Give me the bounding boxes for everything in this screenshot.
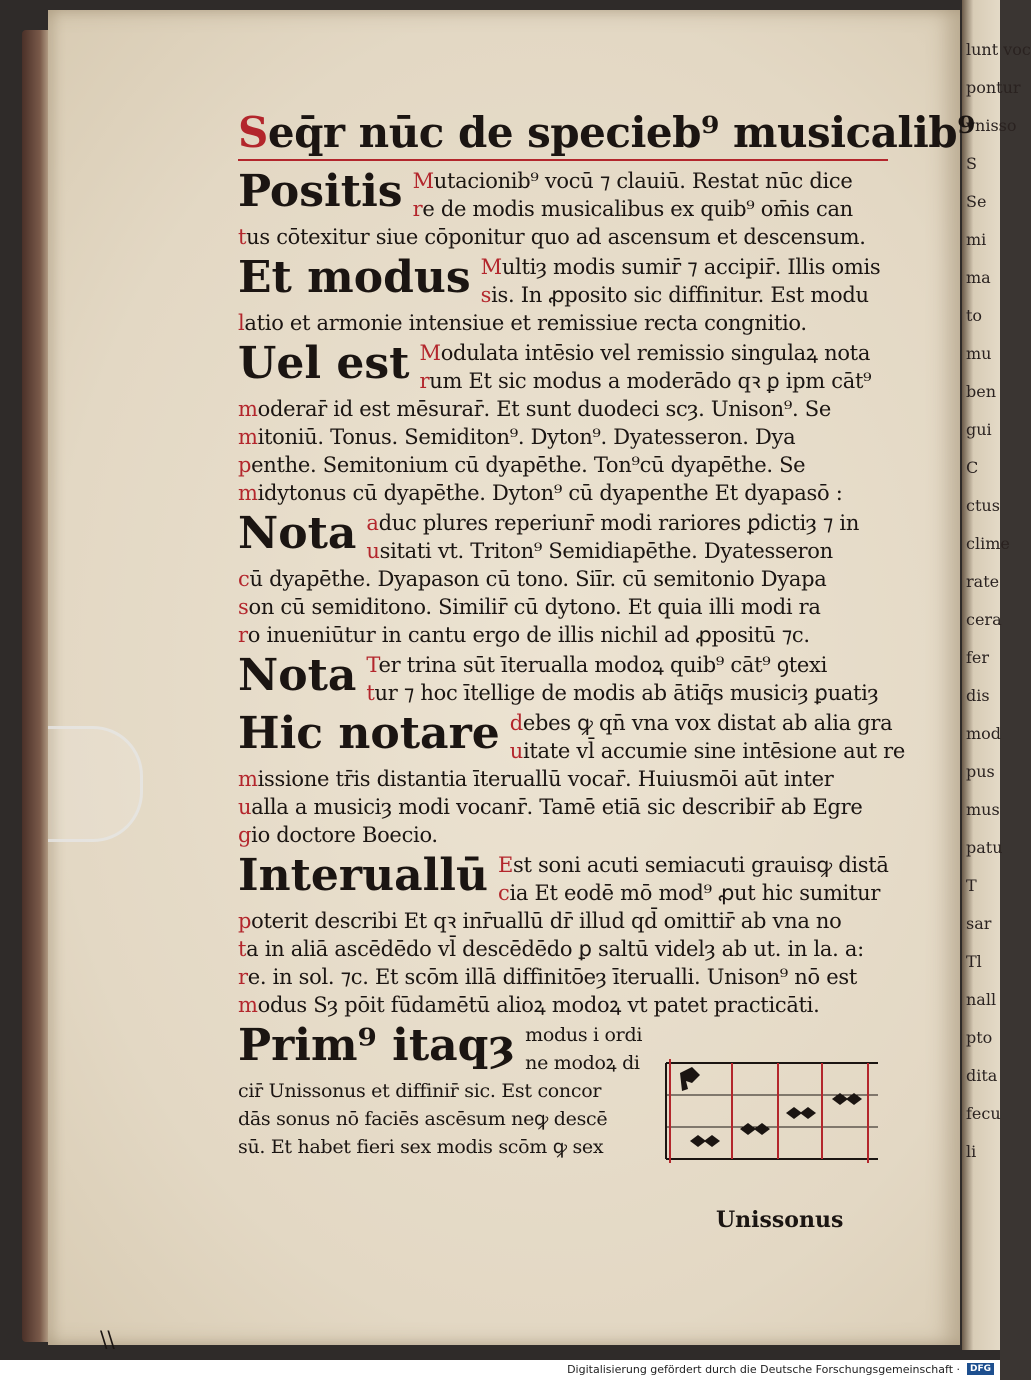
text-line: Modulata intēsio vel remissio singulaꝝ nota (419, 341, 871, 365)
facing-page-fragment: dita (966, 1066, 998, 1085)
paragraph-incipit: Interuallū (238, 850, 488, 901)
text-line: Multiȝ modis sumir̄ ⁊ accipir̄. Illis omis (480, 255, 881, 279)
text-line: debes ꝙ qn̄ vna vox distat ab alia gra (509, 711, 893, 735)
facing-page-fragment: pus (966, 762, 995, 781)
text-line: modus i ordi (525, 1024, 643, 1046)
facing-page-fragment: mod (966, 724, 1002, 743)
facing-page-fragment: nall (966, 990, 997, 1009)
facing-page-fragment: S (966, 154, 977, 173)
paragraph-incipit: Et modus (238, 252, 471, 303)
facing-page-fragment: lunt voc (966, 40, 1031, 59)
staff-caption: Unissonus (716, 1207, 844, 1233)
text-line: re. in sol. ⁊c. Et scōm illā diffinitōeȝ īterualli. Unison⁹ nō est (238, 965, 857, 989)
facing-page-fragment: Se (966, 192, 987, 211)
text-line: cū dyapēthe. Dyapason cū tono. Siīr. cū semitonio Dyapa (238, 567, 827, 591)
text-line: ne modoꝝ di (525, 1052, 640, 1074)
heading-initial: S (238, 108, 268, 157)
paragraph (238, 651, 888, 707)
facing-page-fragment: mus (966, 800, 1000, 819)
clef-icon (680, 1067, 700, 1091)
note-icon (800, 1107, 816, 1119)
text-line: sū. Et habet fieri sex modis scōm ꝙ sex (238, 1136, 604, 1158)
text-line: ualla a musiciȝ modi vocanr̄. Tamē etiā sic describir̄ ab Egre (238, 795, 863, 819)
facing-page-fragment: mi (966, 230, 987, 249)
text-line: poterit describi Et qꝛ inr̄uallū dr̄ illud qd̄ omittir̄ ab vna no (238, 909, 842, 933)
note-neumes (690, 1093, 862, 1147)
note-icon (740, 1123, 756, 1135)
paragraph (238, 253, 888, 337)
footer-bar (0, 1360, 1000, 1380)
note-icon (690, 1135, 706, 1147)
facing-page-fragment: ben (966, 382, 997, 401)
text-line: ta in aliā ascēdēdo vl̄ descēdēdo ꝑ saltū videlȝ ab ut. in la. a: (238, 937, 864, 961)
page-heading (238, 108, 976, 161)
text-line: midytonus cū dyapēthe. Dyton⁹ cū dyapenthe Et dyapasō : (238, 481, 843, 505)
facing-page-fragment: pontur (966, 78, 1021, 97)
paragraph-incipit: Nota (238, 650, 357, 701)
paragraph (238, 167, 888, 251)
text-line: Ter trina sūt īterualla modoꝝ quib⁹ cāt⁹ ꝯtexi (366, 653, 827, 677)
text-line: Est soni acuti semiacuti grauisꝙ distā (498, 853, 889, 877)
facing-page-fragment: vnisso (966, 116, 1017, 135)
facing-page-fragment: cera (966, 610, 1002, 629)
note-icon (786, 1107, 802, 1119)
page-signature-mark: \\ (100, 1328, 115, 1353)
musical-staff (666, 1059, 878, 1163)
heading-rest: eq̄r nūc de specieb⁹ musicalib⁹ (267, 108, 976, 157)
facing-page-fragment: to (966, 306, 983, 325)
paragraph (238, 509, 888, 649)
facing-page-fragment: clime (966, 534, 1010, 553)
text-line: penthe. Semitonium cū dyapēthe. Ton⁹cū dyapēthe. Se (238, 453, 806, 477)
note-icon (704, 1135, 720, 1147)
text-line: modus Sȝ pōit fūdamētū alioꝝ modoꝝ vt patet practicāti. (238, 993, 820, 1017)
text-line: rum Et sic modus a moderādo qꝛ ꝑ ipm cāt⁹ (419, 369, 872, 393)
text-line: re de modis musicalibus ex quib⁹ om̄is can (412, 197, 853, 221)
text-line: dās sonus nō faciēs ascēsum neꝙ descē (238, 1108, 608, 1130)
paragraph-incipit: Prim⁹ itaqȝ (238, 1020, 516, 1071)
text-line: usitati vt. Triton⁹ Semidiapēthe. Dyatesseron (366, 539, 833, 563)
digitization-credit: Digitalisierung gefördert durch die Deutsche Forschungsgemeinschaft · (567, 1363, 960, 1376)
facing-page-fragment: Tl (966, 952, 982, 971)
dfg-logo: DFG (967, 1363, 994, 1375)
paragraph (238, 708, 905, 849)
text-line: aduc plures reperiunr̄ modi rariores ꝑdictiȝ ⁊ in (366, 511, 860, 535)
text-line: uitate vl̄ accumie sine intēsione aut re (509, 739, 905, 763)
paragraph (238, 851, 888, 1019)
text-line: mitoniū. Tonus. Semiditon⁹. Dyton⁹. Dyatesseron. Dya (238, 425, 796, 449)
facing-page-fragment: T (966, 876, 977, 895)
facing-page-fragment: gui (966, 420, 992, 439)
facing-page-fragment: mu (966, 344, 992, 363)
facing-page-fragment: C (966, 458, 979, 477)
text-line: cir̄ Unissonus et diffinir̄ sic. Est concor (238, 1080, 602, 1102)
facing-page-fragment: ma (966, 268, 991, 287)
facing-page-fragment: ctus (966, 496, 1000, 515)
text-line: missione tr̄is distantia īteruallū vocar̄. Huiusmōi aūt inter (238, 767, 834, 791)
note-icon (754, 1123, 770, 1135)
paragraph-incipit: Positis (238, 166, 403, 217)
paragraph-incipit: Nota (238, 508, 357, 559)
text-line: Mutacionib⁹ vocū ⁊ clauiū. Restat nūc dice (412, 169, 853, 193)
facing-page-fragment: dis (966, 686, 990, 705)
paragraph-incipit: Hic notare (238, 708, 500, 759)
text-line: tus cōtexitur siue cōponitur quo ad ascensum et descensum. (238, 225, 866, 249)
facing-page-fragment: sar (966, 914, 992, 933)
final-paragraph (238, 1021, 658, 1161)
text-line: sis. In ꝓposito sic diffinitur. Est modu (480, 283, 869, 307)
facing-page-fragment: fecu (966, 1104, 1001, 1123)
text-line: latio et armonie intensiue et remissiue recta congnitio. (238, 311, 807, 335)
page-clip-icon (48, 726, 143, 842)
facing-page-edge (962, 0, 1031, 1350)
text-line: gio doctore Boecio. (238, 823, 438, 847)
paragraph (238, 339, 888, 507)
text-line: cia Et eodē mō mod⁹ ꝓut hic sumitur (498, 881, 881, 905)
facing-page-fragment: fer (966, 648, 990, 667)
facing-page-fragment: li (966, 1142, 977, 1161)
music-section (238, 1021, 888, 1251)
text-line: son cū semiditono. Similir̄ cū dytono. Et quia illi modi ra (238, 595, 821, 619)
paragraph-incipit: Uel est (238, 338, 410, 389)
text-line: ro inueniūtur in cantu ergo de illis nichil ad ꝓpositū ⁊c. (238, 623, 810, 647)
facing-page-fragment: patu (966, 838, 1003, 857)
facing-page-fragment: pto (966, 1028, 993, 1047)
text-line: tur ⁊ hoc ītellige de modis ab ātiq̄s musiciȝ ꝑuatiȝ (366, 681, 879, 705)
paragraph-list (238, 166, 905, 1019)
facing-page-fragment: rate (966, 572, 1000, 591)
text-line: moderar̄ id est mēsurar̄. Et sunt duodeci scȝ. Unison⁹. Se (238, 397, 831, 421)
